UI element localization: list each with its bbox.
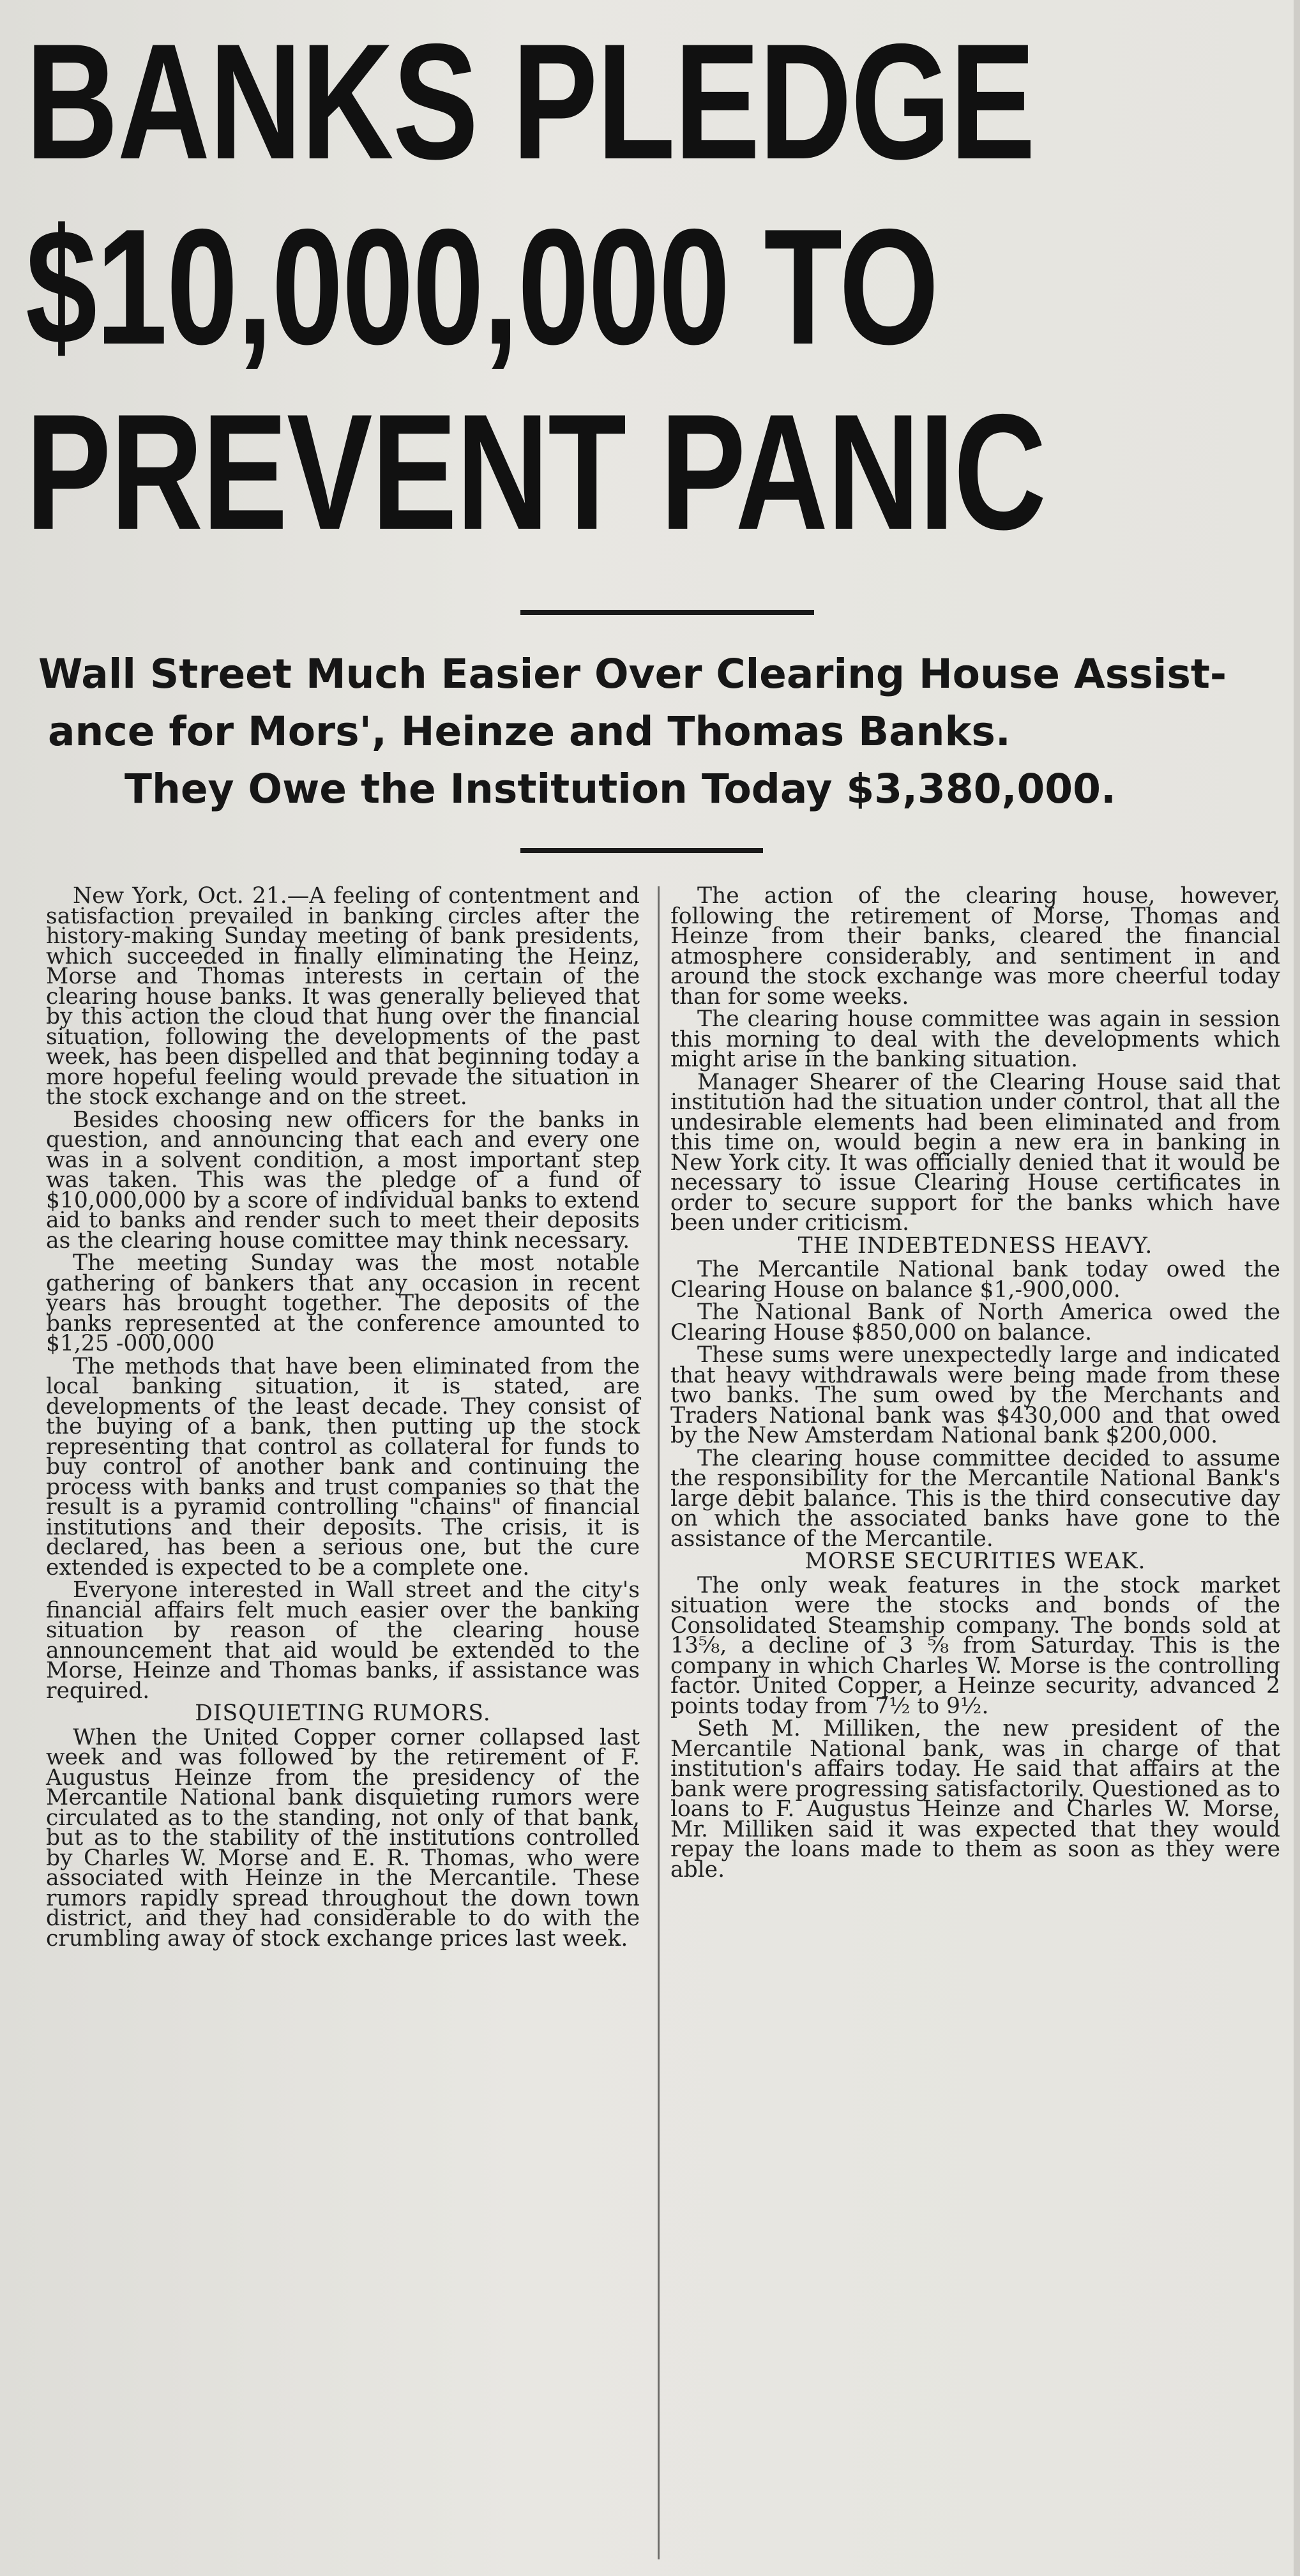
article-paragraph: The Mercantile National bank today owed the Clearing House on balance $1,-900,000.	[670, 1257, 1280, 1303]
page-edge	[1294, 0, 1300, 2576]
article-paragraph: The methods that have been eliminated from the local banking situation, it is stated, are developments of the least decade. They consist of the buying of a bank, then putting up the stock representing that control as collateral for funds to buy control of another bank and continuing the process with banks and trust companies so that the result is a pyramid controlling "chains" of financial institutions and their deposits. The crisis, it is declared, has been a serious one, but the cure extended is expected to be a complete one.	[46, 1353, 640, 1580]
article-paragraph: The action of the clearing house, however, following the retirement of Morse, Thomas and Heinze from their banks, cleared the financial atmosphere considerably, and sentiment in and around the stock exchange was more cheerful today than for some weeks.	[670, 883, 1280, 1010]
subhead-line-1: Wall Street Much Easier Over Clearing House Assist-	[38, 651, 1227, 697]
article-column-left	[46, 883, 640, 1951]
article-paragraph: The National Bank of North America owed the Clearing House $850,000 on balance.	[670, 1299, 1280, 1345]
section-heading: DISQUIETING RUMORS.	[195, 1701, 491, 1726]
subhead-rule	[520, 848, 763, 853]
article-paragraph: The only weak features in the stock market situation were the stocks and bonds of the Consolidated Steamship company. The bonds sold at 13⅝, a decline of 3 ⅝ from Saturday. This is the company in which Charles W. Morse is the controlling factor. United Copper, a Heinze security, advanced 2 points today from 7½ to 9½.	[670, 1572, 1280, 1719]
subhead-line-2: ance for Mors', Heinze and Thomas Banks.	[48, 708, 1011, 755]
article-paragraph: These sums were unexpectedly large and indicated that heavy withdrawals were being made from these two banks. The sum owed by the Merchants and Traders National bank was $430,000 and that owed by the New Amsterdam National bank $200,000.	[670, 1342, 1280, 1448]
article-paragraph: Seth M. Milliken, the new president of the Mercantile National bank, was in charge of that institution's affairs today. He said that affairs at the bank were progressing satisfactorily. Questioned as to loans to F. Augustus Heinze and Charles W. Morse, Mr. Milliken said it was expected that they would repay the loans made to them as soon as they were able.	[670, 1716, 1280, 1883]
section-heading: THE INDEBTEDNESS HEAVY.	[797, 1232, 1153, 1259]
article-paragraph: The clearing house committee decided to assume the responsibility for the Mercantile National Bank's large debit balance. This is the third consecutive day on which the associated banks have gone to the assistance of the Mercantile.	[670, 1445, 1280, 1552]
section-heading: MORSE SECURITIES WEAK.	[805, 1549, 1146, 1574]
article-paragraph: Besides choosing new officers for the banks in question, and announcing that each and every one was in a solvent condition, a most important step was taken. This was the pledge of a fund of $10,000,000 by a score of individual banks to extend aid to banks and render such to meet their deposits as the clearing house comittee may think necessary.	[46, 1107, 640, 1254]
subhead-line-3: They Owe the Institution Today $3,380,000.	[125, 766, 1116, 812]
article-paragraph: Manager Shearer of the Clearing House said that institution had the situation under control, that all the undesirable elements had been eliminated and from this time on, would begin a new era in banking in New York city. It was officially denied that it would be necessary to issue Clearing House certificates in order to secure support for the banks which have been under criticism.	[670, 1069, 1280, 1236]
article-paragraph: The clearing house committee was again in session this morning to deal with the developments which might arise in the banking situation.	[670, 1006, 1280, 1072]
article-paragraph: New York, Oct. 21.—A feeling of contentment and satisfaction prevailed in banking circles after the history-making Sunday meeting of bank presidents, which succeeded in finally eliminating the Heinz, Morse and Thomas interests in certain of the clearing house banks. It was generally believed that by this action the cloud that hung over the financial situation, following the developments of the past week, has been dispelled and that beginning today a more hopeful feeling would prevade the situation in the stock exchange and on the street.	[46, 883, 640, 1110]
column-divider	[658, 886, 660, 2559]
article-column-right	[670, 883, 1280, 1883]
headline-line-2: $10,000,000 TO	[26, 194, 938, 379]
article-paragraph: When the United Copper corner collapsed last week and was followed by the retirement of F. Augustus Heinze from the presidency of the Mercantile National bank disquieting rumors were circulated as to the standing, not only of that bank, but as to the stability of the institutions controlled by Charles W. Morse and E. R. Thomas, who were associated with Heinze in the Mercantile. These rumors rapidly spread throughout the down town district, and they had considerable to do with the crumbling away of stock exchange prices last week.	[46, 1724, 640, 1951]
headline-line-3: PREVENT PANIC	[26, 379, 1046, 564]
article-paragraph: Everyone interested in Wall street and the city's financial affairs felt much easier over the banking situation by reason of the clearing house announcement that aid would be extended to the Morse, Heinze and Thomas banks, if assistance was required.	[46, 1577, 640, 1704]
headline-rule	[520, 610, 814, 615]
headline-line-1: BANKS PLEDGE	[26, 9, 1035, 193]
article-paragraph: The meeting Sunday was the most notable gathering of bankers that any occasion in recent years has brought together. The deposits of the banks represented at the conference amounted to $1,25 -000,000	[46, 1250, 640, 1356]
